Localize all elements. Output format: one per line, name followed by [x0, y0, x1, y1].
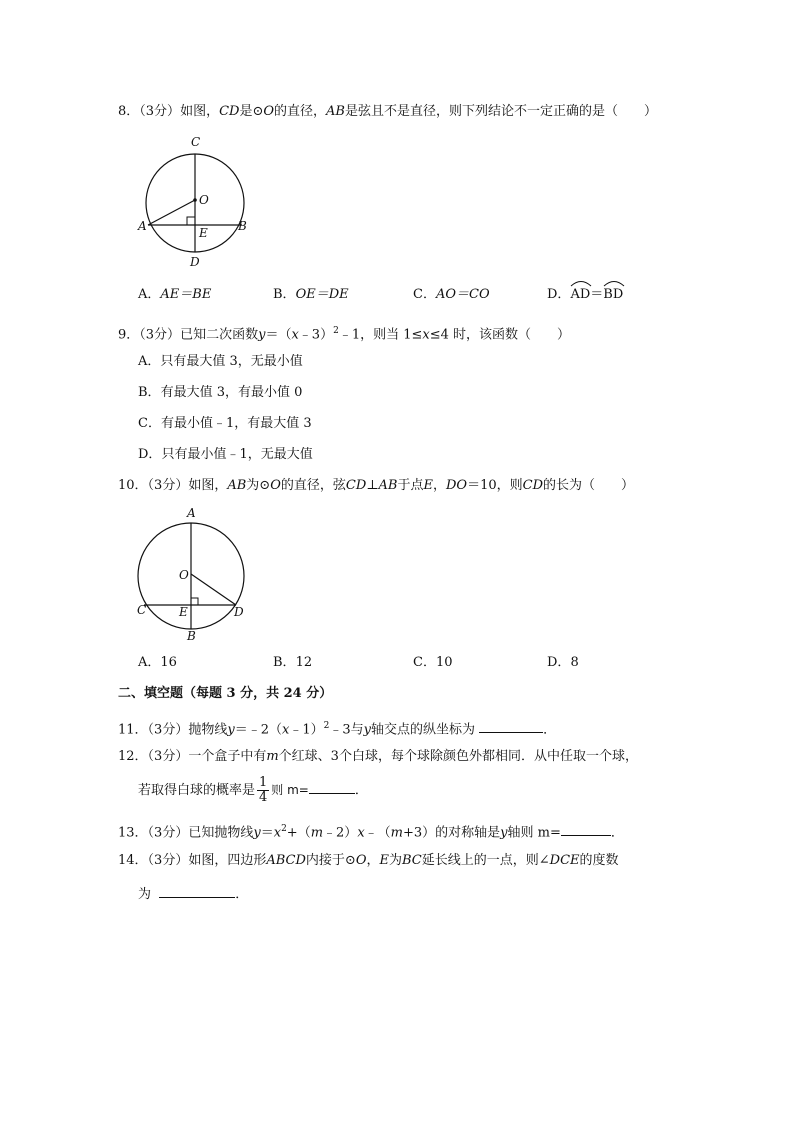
- q8-label-b: B: [238, 219, 247, 233]
- q9-option-c[interactable]: C．有最小值﹣1，有最大值 3: [138, 416, 312, 431]
- q12-answer-blank[interactable]: [309, 781, 355, 794]
- q10-label-b: B: [187, 629, 196, 643]
- q10-label-a: A: [187, 506, 196, 520]
- q11-stem: 11．（3分）抛物线y＝﹣2（x﹣1）$^2$﹣3与y轴交点的纵坐标为 ．: [118, 721, 557, 738]
- q12-stem-line2: 若取得白球的概率是 $\frac{1}{4}$ 则 m= ．: [138, 775, 368, 805]
- q10-circle-figure: [126, 502, 262, 644]
- q10-label-d: D: [234, 605, 244, 619]
- section-heading-fill-in: 二、填空题（每题 3 分，共 24 分）: [118, 686, 333, 701]
- arc-mark-icon: [570, 279, 592, 287]
- q10-right-angle-mark: [191, 598, 198, 605]
- q9-option-a[interactable]: A．只有最大值 3，无最小值: [138, 354, 303, 369]
- q8-option-b[interactable]: B．OE＝DE: [273, 287, 349, 302]
- q12-fraction: $\frac{1}{4}$: [259, 775, 268, 805]
- q8-label-e: E: [199, 226, 208, 240]
- q8-option-c[interactable]: C．AO＝CO: [413, 287, 490, 302]
- q10-option-c[interactable]: C．10: [413, 655, 453, 670]
- q14-stem-line1: 14．（3分）如图，四边形ABCD内接于⊙O，E为BC延长线上的一点，则∠DCE的度数: [118, 853, 619, 868]
- q10-label-o: O: [179, 568, 189, 582]
- q10-label-c: C: [137, 603, 147, 617]
- q8-arc-bd: BD: [603, 287, 623, 303]
- q8-radius-oa: [148, 200, 195, 225]
- q13-answer-blank[interactable]: [561, 823, 611, 836]
- q10-stem: 10．（3分）如图，AB为⊙O的直径，弦CD⊥AB于点E，DO＝10，则CD的长为（ ）: [118, 478, 635, 493]
- q8-arc-ad: AD: [570, 287, 590, 303]
- q10-option-d[interactable]: D．8: [547, 655, 579, 670]
- q8-circle-figure: [130, 130, 260, 270]
- q8-label-d: D: [190, 255, 200, 269]
- q9-option-d[interactable]: D．只有最小值﹣1，无最大值: [138, 447, 313, 462]
- q12-stem-line1: 12．（3分）一个盒子中有m个红球、3个白球，每个球除颜色外都相同．从中任取一个球，: [118, 749, 638, 764]
- arc-mark-icon: [603, 279, 625, 287]
- q8-label-c: C: [191, 135, 201, 149]
- q10-option-a[interactable]: A．16: [138, 655, 177, 670]
- q8-option-a[interactable]: A．AE＝BE: [138, 287, 212, 302]
- q10-option-b[interactable]: B．12: [273, 655, 313, 670]
- q8-label-o: O: [199, 193, 209, 207]
- q9-option-b[interactable]: B．有最大值 3，有最小值 0: [138, 385, 303, 400]
- q8-label-a: A: [138, 219, 147, 233]
- q8-center-dot: [193, 198, 197, 202]
- q8-stem: 8．（3分）如图，CD是⊙O的直径，AB是弦且不是直径，则下列结论不一定正确的是（ ）: [118, 104, 658, 119]
- q9-stem: 9．（3分）已知二次函数y＝（x﹣3）$^2$﹣1，则当 1≤x≤4 时，该函数（ ）: [118, 326, 571, 343]
- q11-answer-blank[interactable]: [479, 720, 543, 733]
- q14-stem-line2: 为 ．: [138, 887, 249, 902]
- q13-stem: 13．（3分）已知抛物线$y=x^2+(m﹣2)x﹣(m+3)$的对称轴是y轴则 m= ．: [118, 824, 624, 841]
- q8-option-d[interactable]: D． AD＝ BD: [547, 287, 623, 303]
- q14-answer-blank[interactable]: [159, 885, 235, 898]
- q10-label-e: E: [179, 605, 188, 619]
- q8-right-angle-mark: [187, 217, 195, 225]
